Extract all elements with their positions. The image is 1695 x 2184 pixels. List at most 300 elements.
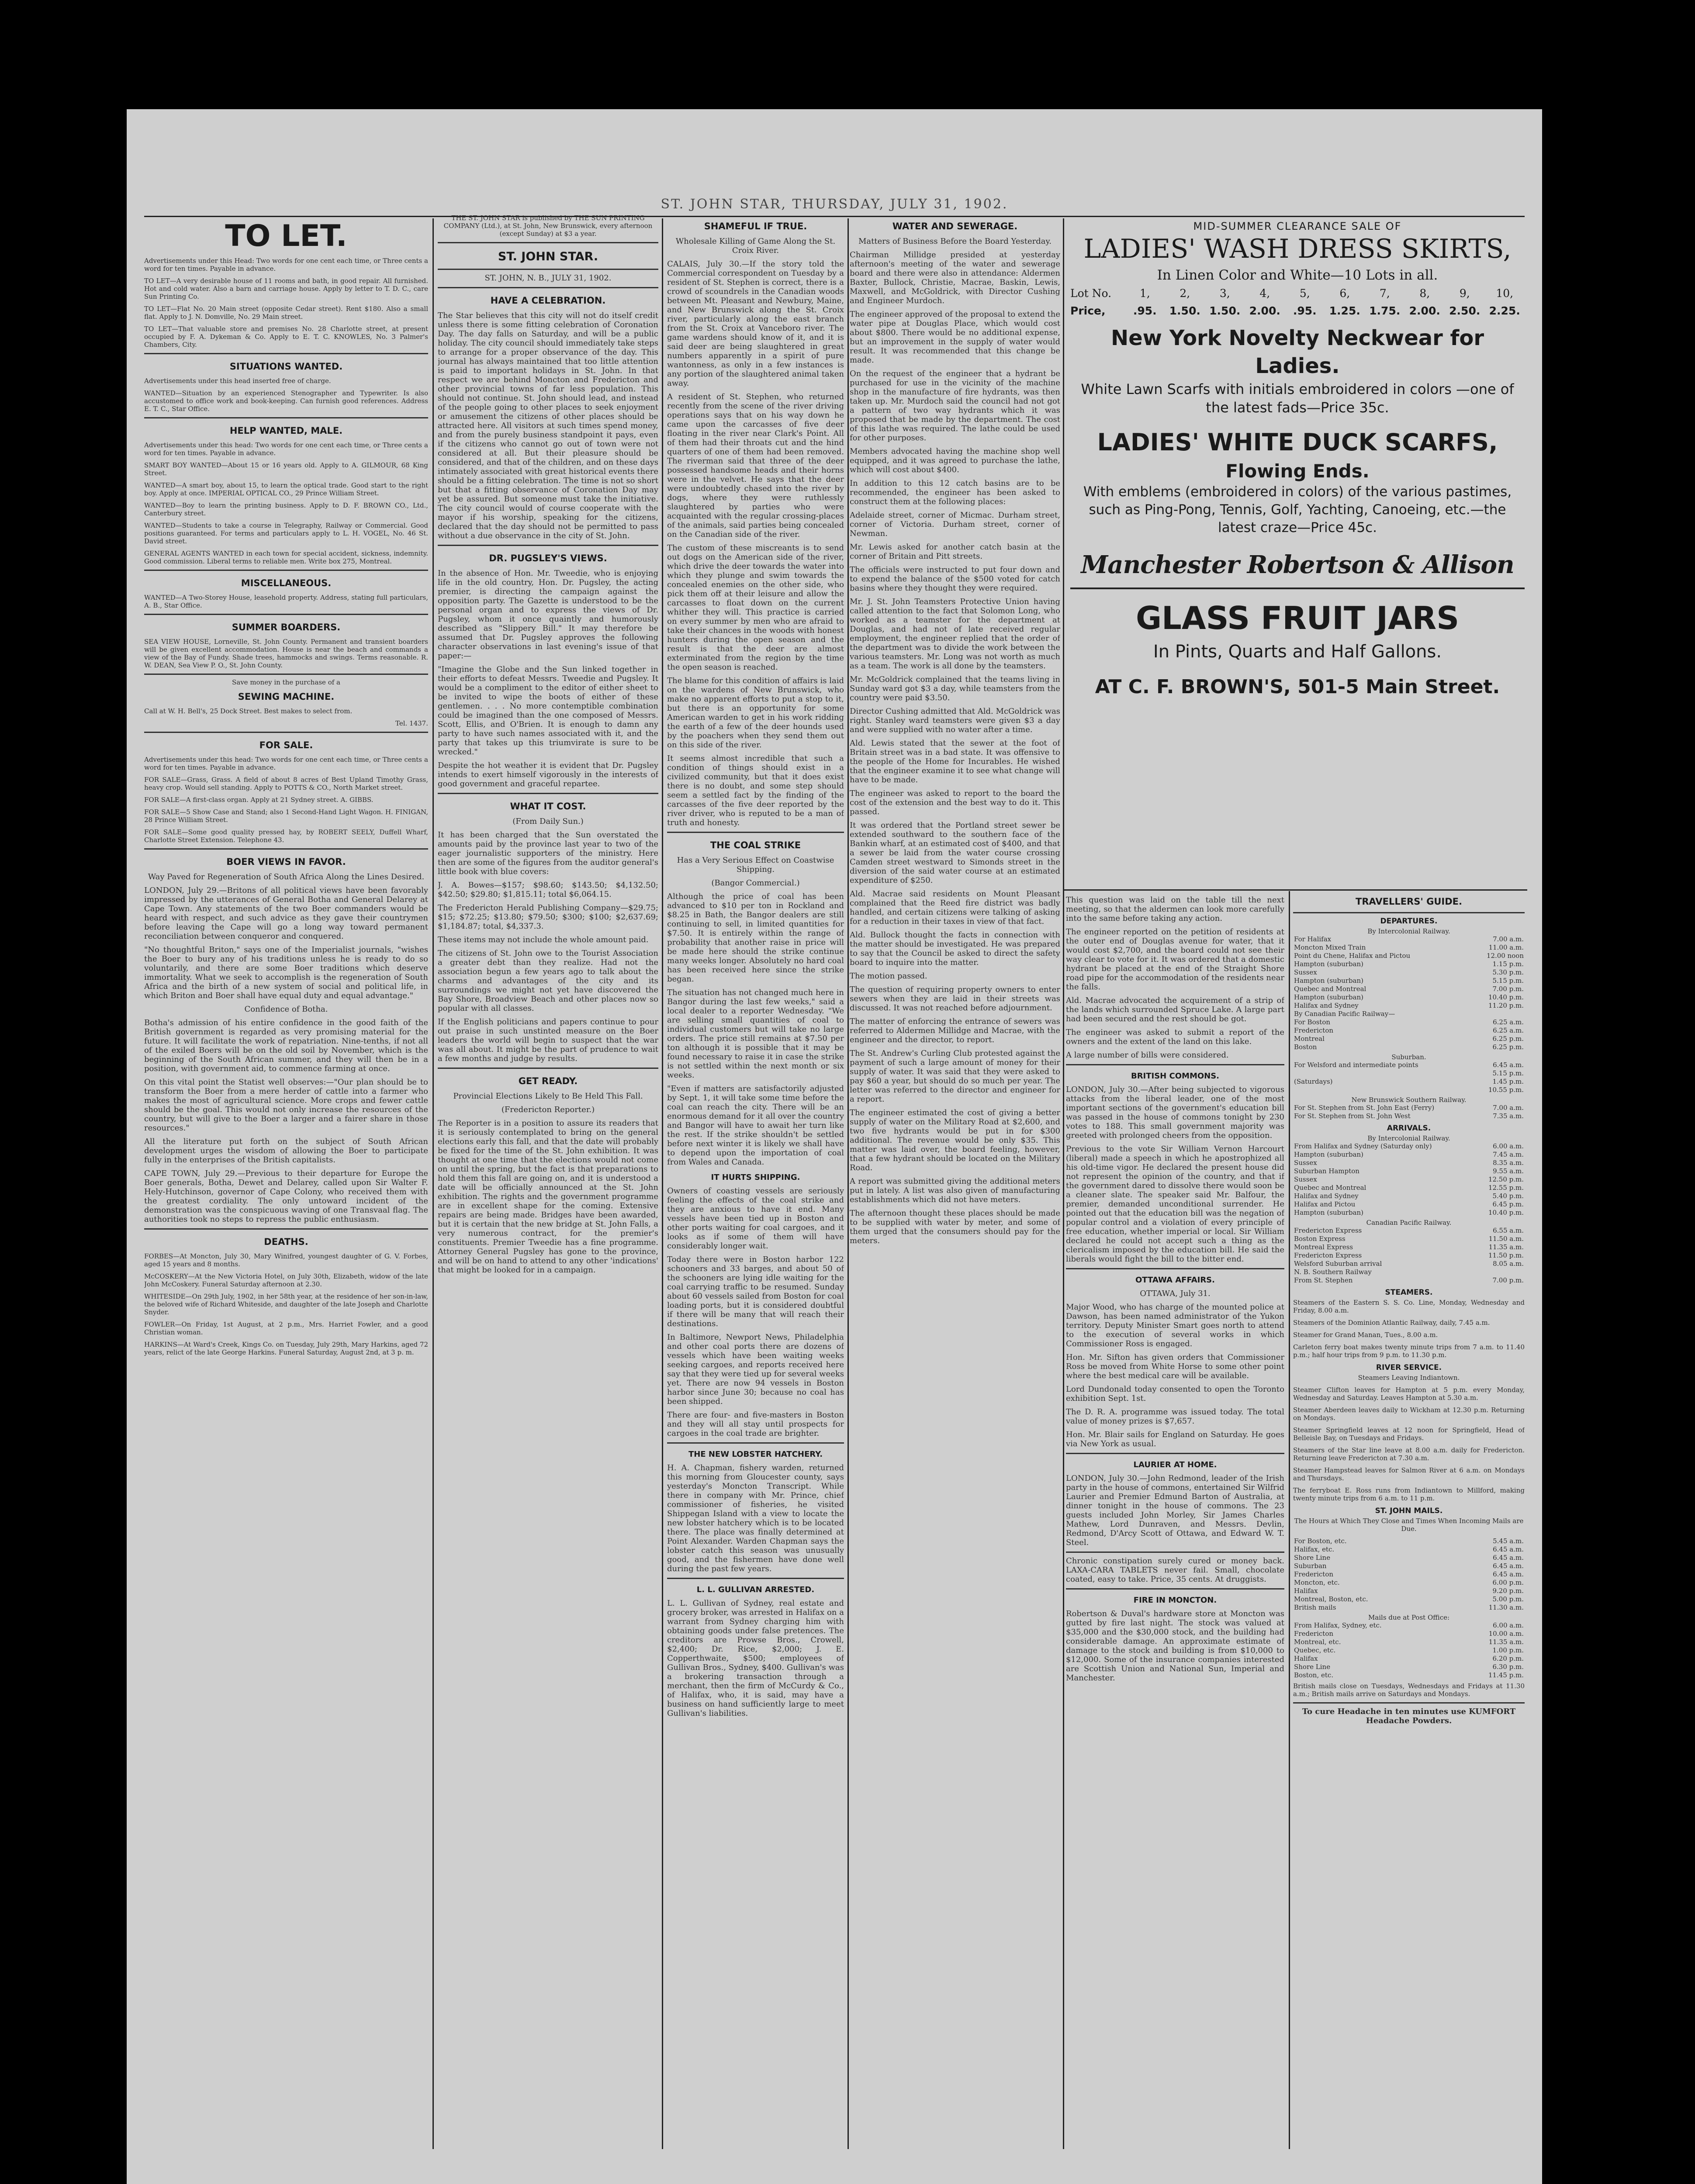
article-paragraph: A resident of St. Stephen, who returned recently from the scene of the river driving operations says that on his way down he came upon the carcasses of five deer floating in the river near Clark's Point. All of them had their throats cut and the hind quarters of one of them had been removed. The riverman said that three of the deer possessed handsome heads and their horns were in the velvet. He says that the deer were undoubtedly chased into the river by dogs, where they were ruthlessly slaughtered by parties who were acquainted with the regular crossing-places of the animals, said parties being concealed on the Canadian side of the river. [667, 392, 844, 539]
timetable-time: 10.40 p.m. [1488, 1209, 1524, 1216]
arrivals-heading: ARRIVALS. [1387, 1124, 1431, 1133]
timetable-row [1293, 1268, 1525, 1276]
timetable-row [1293, 1595, 1525, 1603]
timetable-time: 7.00 p.m. [1492, 1276, 1524, 1284]
article-paragraph: In the absence of Hon. Mr. Tweedie, who is enjoying life in the old country, Hon. Dr. Pugsley, the acting premier, is directing the campaign against the opposition party. The Gazette is understood to be the personal organ and to express the views of Dr. Pugsley, whom it once quaintly and humorously described as "Slippery Bill." It may therefore be assumed that Dr. Pugsley approves the following character observations in last evening's issue of that paper:— [438, 569, 658, 660]
price-label: Price, [1070, 304, 1106, 317]
timetable-destination: For Boston [1294, 1018, 1331, 1026]
article-paragraph: H. A. Chapman, fishery warden, returned this morning from Gloucester county, says yesterday's Moncton Transcript. While there in company with Mr. Prince, chief commissioner of fisheries, he visited Shippegan Island with a view to locate the new lobster hatchery which is to be located there. The place was finally determined at Point Alexander. Warden Chapman says the lobster catch this season was unusually good, and the fishermen have done well during the past few years. [667, 1463, 844, 1573]
article-paragraph: The Fredericton Herald Publishing Company—$29.75; $15; $72.25; $13.80; $79.50; $300; $100; $2,637.69; $1,184.87; total, $4,337.3. [438, 903, 658, 931]
incoming-heading: Mails due at Post Office: [1368, 1614, 1450, 1621]
article-paragraph: The Reporter is in a position to assure its readers that it is seriously contemplated to bring on the general elections early this fall, and that the date will probably be fixed for the time of the St. John exhibition. It was thought at one time that the elections would not come on until the spring, but the fact is that preparations to hold them this fall are going on, and it is understood a date will be officially announced at the St. John exhibition. The rights and the government programme are in excellent shape for the coming. Extensive repairs are being made. Bridges have been awarded, but it is certain that the new bridge at St. John Falls, a very numerous contract, for the premier's constituents. Premier Tweedie has a fine programme. Attorney General Pugsley has gone to the province, and will be on hand to attend to any other 'indications' that might be looked for in a campaign. [438, 1119, 658, 1275]
nb-southern-table [1293, 1104, 1525, 1120]
article-paragraph: Mr. J. St. John Teamsters Protective Union having called attention to the fact that Solomon Long, who worked as a teamster for the department at Douglas, and had not of late received regular employment, the engineer replied that the order of the department was to divide the work between the various teamsters. Mr. Long was not worth as much as a team. The work is all done by the teamsters. [850, 597, 1060, 670]
water-subtitle: Matters of Business Before the Board Yesterday. [858, 237, 1052, 246]
steamer-item: Steamer for Grand Manan, Tues., 8.00 a.m. [1293, 1331, 1438, 1339]
timetable-destination: From Halifax, Sydney, etc. [1294, 1621, 1382, 1629]
article-paragraph: The citizens of St. John owe to the Tourist Association a greater debt than they realize. Had not the association begun a few years ago to talk about the charms and advantages of the city and its surroundings we might not yet have discovered the Bay Shore, Broadview Beach and other places now so popular with all classes. [438, 949, 658, 1013]
timetable-row [1293, 1010, 1525, 1018]
timetable-row [1293, 1192, 1525, 1200]
boer-views-heading: BOER VIEWS IN FAVOR. [226, 857, 346, 867]
article-paragraph: Botha's admission of his entire confidence in the good faith of the British government is regarded as very promising material for the future. It will facilitate the work of repatriation. Nine-tenths, if not all of the exiled Boers will be on the old soil by November, which is the beginning of the South African summer, and they will then be in a position, with government aid, to commence farming at once. [144, 1018, 428, 1073]
lawn-scarfs: White Lawn Scarfs with initials embroidered in colors —one of the latest fads—Price 35c. [1081, 381, 1514, 416]
timetable-destination: Halifax and Sydney [1294, 1002, 1359, 1009]
article-paragraph: "Imagine the Globe and the Sun linked together in their efforts to defeat Messrs. Tweedie and Pugsley. It would be a compliment to the editor of either sheet to be invited to wipe the boots of either of these gentlemen. . . . No more contemptible combination could be imagined than the one composed of Messrs. Scott, Ellis, and O'Brien. It is enough to damn any party to have such names associated with it, and the party that takes up this triumvirate is sure to be wrecked." [438, 665, 658, 757]
timetable-row [1293, 1018, 1525, 1026]
timetable-row [1293, 1209, 1525, 1217]
miscellaneous-heading: MISCELLANEOUS. [241, 578, 332, 588]
lobster-heading: THE NEW LOBSTER HATCHERY. [688, 1450, 823, 1459]
lot-price: 2.00. [1409, 304, 1440, 317]
ready-heading: GET READY. [518, 1076, 578, 1086]
article-paragraph: It was ordered that the Portland street sewer be extended southward to the southern face of the Bankin wharf, at an estimated cost of $400, and that a sewer be laid from the water course crossing Camden street westward to Simonds street in the diversion of the said water course at an estimated expenditure of $250. [850, 821, 1060, 885]
coal-strike-heading: THE COAL STRIKE [710, 840, 801, 850]
timetable-row [1293, 1260, 1525, 1268]
water-heading: WATER AND SEWERAGE. [892, 221, 1018, 232]
lot-price: 1.50. [1209, 304, 1241, 317]
article-paragraph: The matter of enforcing the entrance of sewers was referred to Aldermen Millidge and Macrae, with the engineer and the director, to report. [850, 1017, 1060, 1044]
timetable-time: 6.45 a.m. [1493, 1570, 1524, 1578]
classified-ad: WANTED—Students to take a course in Telegraphy, Railway or Commercial. Good positions guaranteed. For terms and particulars apply to L. H. VOGEL, No. 46 St. David street. [144, 522, 428, 545]
timetable-destination: For Boston, etc. [1294, 1537, 1347, 1545]
timetable-row [1293, 1200, 1525, 1209]
timetable-time: 6.45 a.m. [1493, 1562, 1524, 1570]
timetable-destination: Hampton (suburban) [1294, 993, 1364, 1001]
deaths-heading: DEATHS. [264, 1237, 308, 1247]
timetable-destination [1293, 1069, 1472, 1078]
timetable-destination: Boston, etc. [1294, 1671, 1334, 1679]
timetable-destination: For Halifax [1294, 935, 1332, 943]
timetable-time: 1.00 p.m. [1492, 1646, 1524, 1654]
masthead-text: ST. JOHN STAR, THURSDAY, JULY 31, 1902. [661, 197, 1008, 212]
timetable-time: 6.25 p.m. [1492, 1035, 1524, 1043]
timetable-destination: Halifax, etc. [1294, 1545, 1335, 1553]
article-paragraph: Today there were in Boston harbor 122 schooners and 33 barges, and about 50 of the schooners are lying idle waiting for the coal carrying traffic to be resumed. Sunday about 60 vessels sailed from Boston for coal loading ports, but it is considered doubtful if there will be many that will reach their destinations. [667, 1255, 844, 1328]
article-paragraph: "No thoughtful Briton," says one of the Imperialist journals, "wishes the Boer to bury any of his traditions unless he is ready to do so voluntarily, and there are some Boer traditions which deserve immortality. What we seek to accomplish is the regeneration of South Africa and the birth of a new system of social and political life, in which Briton and Boer shall have equal duty and equal advantage." [144, 945, 428, 1000]
news-column-right [1066, 895, 1284, 2149]
classified-ad: FOR SALE—5 Show Case and Stand; also 1 Second-Hand Light Wagon. H. FINIGAN, 28 Prince William Street. [144, 808, 428, 824]
lot-number: 6, [1339, 287, 1350, 300]
article-paragraph: CALAIS, July 30.—If the story told the Commercial correspondent on Tuesday by a resident of St. Stephen is correct, there is a crowd of scoundrels in the Canadian woods between Mt. Pleasant and Newbury, Maine, and New Brunswick along the St. Croix river, particularly along the east branch from the St. Croix at Vanceboro river. The game wardens should know of it, and it is said deer are being slaughtered in great numbers apparently in a spirit of pure wantonness, as only in a few instances is any portion of the slaughtered animal taken away. [667, 259, 844, 388]
timetable-destination [1293, 1086, 1472, 1094]
classified-ad: WANTED—Situation by an experienced Stenographer and Typewriter. Is also accustomed to office work and book-keeping. Can furnish good references. Address E. T. C., Star Office. [144, 389, 428, 413]
gullivan-heading: L. L. GULLIVAN ARRESTED. [696, 1585, 815, 1594]
timetable-destination: Quebec and Montreal [1294, 1184, 1366, 1192]
death-notice: WHITESIDE—On 29th July, 1902, in her 58th year, at the residence of her son-in-law, the beloved wife of Richard Whiteside, and daughter of the late Joseph and Charlotte Snyder. [144, 1292, 428, 1316]
timetable-time: 5.15 p.m. [1492, 977, 1524, 985]
news-column [667, 214, 844, 2167]
classified-ad: WANTED—A Two-Storey House, leasehold property. Address, stating full particulars, A. B., Star Office. [144, 594, 428, 609]
cpr-table [1293, 1227, 1525, 1268]
timetable-destination: Fredericton [1294, 1630, 1334, 1638]
article-paragraph: The custom of these miscreants is to send out dogs on the American side of the river, which drive the deer towards the water into which they plunge and swim towards the concealed enemies on the other side, who pick them off at their leisure and allow the carcasses to float down on the current whither they will. This practice is carried on every summer by men who are afraid to take their chances in the woods with honest hunters during the open season and the result is that the deer are almost exterminated from the region by the time the open season is reached. [667, 543, 844, 672]
timetable-time: 6.25 a.m. [1493, 1026, 1524, 1034]
timetable-time: 6.00 p.m. [1492, 1579, 1524, 1586]
timetable-row [1293, 1175, 1525, 1184]
timetable-time: 6.00 a.m. [1493, 1621, 1524, 1629]
sewing-machine-heading: SEWING MACHINE. [238, 691, 335, 702]
lot-number: 9, [1459, 287, 1470, 300]
neckwear-heading: New York Novelty Neckwear for Ladies. [1110, 326, 1484, 378]
lot-number: 3, [1219, 287, 1230, 300]
imprint: THE ST. JOHN STAR is published by THE SUN PRINTING COMPANY (Ltd.), at St. John, New Brunswick, every afternoon (except Sunday) at $3 a year. [443, 214, 653, 238]
article-paragraph: The St. Andrew's Curling Club protested against the payment of such a large amount of money for their supply of water. It was said that they were asked to pay $60 a year, but should do so much per year. The letter was referred to the director and engineer for a report. [850, 1049, 1060, 1104]
water-column [850, 214, 1060, 2167]
timetable-destination: Sussex [1294, 1175, 1317, 1183]
timetable-time [1467, 1010, 1525, 1018]
death-notice: FORBES—At Moncton, July 30, Mary Winifred, youngest daughter of G. V. Forbes, aged 15 years and 8 months. [144, 1252, 428, 1268]
timetable-destination: By Canadian Pacific Railway— [1294, 1010, 1395, 1018]
lot-number: 2, [1180, 287, 1190, 300]
timetable-time: 10.40 p.m. [1488, 993, 1524, 1001]
cost-source: (From Daily Sun.) [512, 817, 584, 826]
article-paragraph: Lord Dundonald today consented to open the Toronto exhibition Sept. 1st. [1066, 1385, 1284, 1403]
article-paragraph: The engineer estimated the cost of giving a better supply of water on the Military Road at $2,600, and two five hydrants would be put in for $300 additional. The revenue would be only $35. This matter was laid over, the board feeling, however, that a few hydrant should be located on the Military Road. [850, 1108, 1060, 1172]
ladies-wash-dress-skirts: LADIES' WASH DRESS SKIRTS, [1083, 234, 1512, 264]
article-paragraph: The engineer approved of the proposal to extend the water pipe at Douglas Place, which would cost about $800. There would be no additional expense, but an improvement in the supply of water would result. It was recommended that this change be made. [850, 310, 1060, 365]
timetable-row [1293, 1142, 1525, 1151]
linen-line: In Linen Color and White—10 Lots in all. [1157, 267, 1438, 283]
timetable-row [1293, 993, 1525, 1002]
departures-heading: DEPARTURES. [1380, 917, 1438, 926]
article-paragraph: The blame for this condition of affairs is laid on the wardens of New Brunswick, who make no apparent efforts to put a stop to it, but there is an opportunity for some American warden to get in his work ridding the earth of a few of the deer hounds used by the poachers when they send them out on this side of the river. [667, 676, 844, 750]
timetable-time: 12.00 noon [1486, 952, 1524, 960]
timetable-row [1293, 1671, 1525, 1679]
laxa-cara-ad: Chronic constipation surely cured or money back. LAXA-CARA TABLETS never fail. Small, chocolate coated, easy to take. Price, 35 cents. At druggists. [1066, 1556, 1284, 1584]
timetable-time: 5.45 a.m. [1493, 1537, 1524, 1545]
timetable-destination: Boston Express [1294, 1235, 1346, 1243]
timetable-row [1293, 1251, 1525, 1260]
ready-source: (Fredericton Reporter.) [501, 1105, 595, 1114]
river-item: Steamers of the Star line leave at 8.00 a.m. daily for Fredericton. Returning leave Fredericton at 7.30 a.m. [1293, 1446, 1525, 1462]
river-item: Steamer Aberdeen leaves daily to Wickham at 12.30 p.m. Returning on Mondays. [1293, 1406, 1525, 1422]
timetable-row [1293, 1537, 1525, 1545]
timetable-row [1293, 1243, 1525, 1251]
nb-southern-arrivals-table [1293, 1268, 1525, 1285]
timetable-row [1293, 1026, 1525, 1035]
departures-table [1293, 935, 1525, 1051]
departures-sub: By Intercolonial Railway. [1367, 927, 1450, 935]
column-rule [848, 218, 849, 2149]
paper-name: ST. JOHN STAR. [498, 250, 598, 263]
timetable-destination: N. B. Southern Railway [1294, 1268, 1372, 1276]
column-rule [432, 218, 434, 2149]
steamer-item: Carleton ferry boat makes twenty minute trips from 7 a.m. to 11.40 p.m.; half hour trips from 9 p.m. to 11.30 p.m. [1293, 1343, 1525, 1359]
death-notice: McCOSKERY—At the New Victoria Hotel, on July 30th, Elizabeth, widow of the late John McCoskery. Funeral Saturday afternoon at 2.30. [144, 1272, 428, 1288]
nb-southern-heading: New Brunswick Southern Railway. [1351, 1096, 1467, 1104]
for-sale-terms: Advertisements under this head: Two words for one cent each time, or Three cents a word for ten times. Payable in advance. [144, 756, 428, 771]
emblems-text: With emblems (embroidered in colors) of the various pastimes, such as Ping-Pong, Tennis, Golf, Yachting, Canoeing, etc.—the latest craze—Price 45c. [1083, 484, 1512, 536]
shameful-heading: SHAMEFUL IF TRUE. [704, 221, 807, 232]
article-paragraph: The engineer reported on the petition of residents at the outer end of Douglas avenue for water, that it would cost $2,700, and the board could not see their way clear to vote for it. It was ordered that a domestic hydrant be placed at the end of the Straight Shore road pipe for the accommodation of the residents near the falls. [1066, 927, 1284, 992]
article-paragraph: Chairman Millidge presided at yesterday afternoon's meeting of the water and sewerage board and there were also in attendance: Aldermen Baxter, Bullock, Christie, Macrae, Baskin, Lewis, Maxwell, and McGoldrick, with Director Cushing and Engineer Murdoch. [850, 250, 1060, 305]
article-paragraph: Director Cushing admitted that Ald. McGoldrick was right. Stanley ward teamsters were given $3 a day and were supplied with no water after a time. [850, 707, 1060, 734]
timetable-destination: Montreal Express [1294, 1243, 1353, 1251]
timetable-destination: Moncton, etc. [1294, 1579, 1340, 1586]
timetable-destination: Sussex [1294, 968, 1317, 976]
lot-number: 7, [1379, 287, 1390, 300]
article-paragraph: LONDON, July 30.—John Redmond, leader of the Irish party in the house of commons, entertained Sir Wilfrid Laurier and Premier Edmund Barton of Australia, at dinner tonight in the house of commons. The 23 guests included John Morley, Sir James Charles Mathew, Lord Dunraven, and Messrs. Devlin, Redmond, D'Arcy Scott of Ottawa, and Edward W. T. Steel. [1066, 1474, 1284, 1547]
timetable-destination: For St. Stephen from St. John West [1294, 1112, 1411, 1120]
timetable-destination: Welsford Suburban arrival [1294, 1260, 1382, 1268]
ready-subtitle: Provincial Elections Likely to Be Held This Fall. [453, 1092, 643, 1101]
boer-views-subtitle: Way Paved for Regeneration of South Africa Along the Lines Desired. [148, 872, 425, 881]
timetable-row [1293, 1630, 1525, 1638]
article-paragraph: The D. R. A. programme was issued today. The total value of money prizes is $7,657. [1066, 1407, 1284, 1426]
timetable-time: 9.20 p.m. [1492, 1587, 1524, 1595]
timetable-destination: Moncton Mixed Train [1294, 943, 1366, 951]
article-paragraph: Ald. Macrae said residents on Mount Pleasant complained that the Reed fire district was badly handled, and certain citizens were talking of asking for a reduction in their taxes in view of that fact. [850, 889, 1060, 926]
article-paragraph: In addition to this 12 catch basins are to be recommended, the engineer has been asked to construct them at the following places: [850, 479, 1060, 506]
timetable-row [1293, 977, 1525, 985]
classified-ad: SMART BOY WANTED—About 15 or 16 years old. Apply to A. GILMOUR, 68 King Street. [144, 461, 428, 477]
article-subhead: Confidence of Botha. [244, 1005, 328, 1014]
timetable-destination: British mails [1294, 1603, 1336, 1611]
timetable-time: 6.25 a.m. [1493, 1018, 1524, 1026]
timetable-time: 12.50 p.m. [1488, 1175, 1524, 1183]
price-row [1066, 302, 1529, 320]
timetable-time [1456, 1268, 1525, 1276]
steamer-item: Steamers of the Eastern S. S. Co. Line, Monday, Wednesday and Friday, 8.00 a.m. [1293, 1299, 1525, 1314]
timetable-destination: Sussex [1294, 1159, 1317, 1167]
timetable-destination: Shore Line [1294, 1663, 1331, 1671]
article-paragraph: L. L. Gullivan of Sydney, real estate and grocery broker, was arrested in Halifax on a warrant from Sydney charging him with obtaining goods under false pretences. The creditors are Prowse Bros., Crowell, $2,400; Dr. Rice, $2,000; J. E. Copperthwaite, $500; employees of Gullivan Bros., Sydney, $400. Gullivan's was a brokering transaction through a merchant, then the firm of McCurdy & Co., of Halifax, who, it is said, may have a business on hand sufficiently large to meet Gullivan's liabilities. [667, 1599, 844, 1718]
timetable-destination: Halifax and Pictou [1294, 1200, 1356, 1208]
shipping-heading: IT HURTS SHIPPING. [711, 1173, 800, 1182]
article-paragraph: On this vital point the Statist well observes:—"Our plan should be to transform the Boer from a mere herder of cattle into a farmer who makes the most of agricultural science. More crops and fewer cattle should be the goal. This would not only increase the resources of the country, but will give to the Boer a larger and a fairer share in those resources." [144, 1078, 428, 1133]
timetable-time: 11.50 p.m. [1488, 1251, 1524, 1259]
article-paragraph: Despite the hot weather it is evident that Dr. Pugsley intends to exert himself vigorously in the interests of good government and graceful repartee. [438, 761, 658, 788]
timetable-row [1293, 960, 1525, 968]
timetable-destination: From St. Stephen [1294, 1276, 1353, 1284]
timetable-time: 6.00 a.m. [1493, 1142, 1524, 1150]
timetable-destination: Quebec and Montreal [1294, 985, 1366, 993]
article-paragraph: A large number of bills were considered. [1066, 1051, 1229, 1060]
timetable-row [1293, 1554, 1525, 1562]
lot-number: 8, [1419, 287, 1430, 300]
timetable-destination: Fredericton Express [1294, 1251, 1362, 1259]
timetable-row [1293, 1545, 1525, 1554]
article-paragraph: The situation has not changed much here in Bangor during the last few weeks," said a local dealer to a reporter Wednesday. "We are selling small quantities of coal to individual customers but will take no large orders. The price still remains at $7.50 per ton although it is possible that it may be found necessary to raise it in case the strike is not settled within the next month or six weeks. [667, 988, 844, 1080]
timetable-destination: Halifax [1294, 1587, 1318, 1595]
timetable-row [1293, 1570, 1525, 1579]
timetable-destination: For Welsford and intermediate points [1294, 1061, 1418, 1069]
timetable-row [1293, 1184, 1525, 1192]
timetable-row [1293, 1646, 1525, 1655]
article-paragraph: LONDON, July 30.—After being subjected to vigorous attacks from the liberal leader, one of the most important sections of the government's education bill was passed in the house of commons tonight by 230 votes to 188. This small government majority was greeted with prolonged cheers from the opposition. [1066, 1085, 1284, 1140]
help-wanted-heading: HELP WANTED, MALE. [229, 425, 343, 436]
timetable-row [1293, 1235, 1525, 1243]
pugsley-heading: DR. PUGSLEY'S VIEWS. [489, 553, 607, 563]
editorial-column [438, 214, 658, 2167]
timetable-destination: Quebec, etc. [1294, 1646, 1336, 1654]
suburban-table [1293, 1061, 1525, 1094]
ottawa-dateline: OTTAWA, July 31. [1140, 1289, 1211, 1298]
timetable-time: 5.30 p.m. [1492, 968, 1524, 976]
death-notice: FOWLER—On Friday, 1st August, at 2 p.m., Mrs. Harriet Fowler, and a good Christian woman. [144, 1320, 428, 1336]
for-sale-heading: FOR SALE. [259, 740, 313, 750]
timetable-time: 1.45 p.m. [1492, 1078, 1524, 1085]
classified-ad: FOR SALE—A first-class organ. Apply at 21 Sydney street. A. GIBBS. [144, 796, 374, 804]
coal-source: (Bangor Commercial.) [711, 878, 800, 888]
article-paragraph: Owners of coasting vessels are seriously feeling the effects of the coal strike and they are anxious to have it end. Many vessels have been tied up in Boston and other ports waiting for coal cargoes, and it looks as if some of them will have considerably longer wait. [667, 1186, 844, 1251]
masthead [127, 197, 1542, 214]
ottawa-heading: OTTAWA AFFAIRS. [1135, 1275, 1215, 1285]
classified-ad: WANTED—A smart boy, about 15, to learn the optical trade. Good start to the right boy. Apply at once. IMPERIAL OPTICAL CO., 29 Prince William Street. [144, 481, 428, 497]
article-paragraph: The officials were instructed to put four down and to expend the balance of the $500 voted for catch basins where they thought they were required. [850, 565, 1060, 593]
timetable-destination: Fredericton Express [1294, 1227, 1362, 1234]
arrivals-sub: By Intercolonial Railway. [1367, 1134, 1450, 1142]
arrivals-table [1293, 1142, 1525, 1217]
timetable-row [1293, 952, 1525, 960]
flowing-ends: Flowing Ends. [1225, 460, 1370, 482]
steamers-heading: STEAMERS. [1385, 1288, 1433, 1297]
timetable-time: 6.45 a.m. [1493, 1061, 1524, 1069]
classified-ad: SEA VIEW HOUSE, Lorneville, St. John County. Permanent and transient boarders will be given excellent accommodation. House is near the beach and commands a view of the Bay of Fundy. Shade trees, hammocks and swings. Terms reasonable. R. W. DEAN, Sea View P. O., St. John County. [144, 638, 428, 669]
celebration-heading: HAVE A CELEBRATION. [490, 295, 606, 306]
timetable-row [1293, 1663, 1525, 1671]
mails-table [1293, 1537, 1525, 1612]
article-paragraph: The question of requiring property owners to enter sewers when they are laid in their streets was discussed. It was not reached before adjournment. [850, 985, 1060, 1013]
sewing-tel: Tel. 1437. [395, 719, 428, 727]
timetable-row [1293, 1167, 1525, 1175]
article-paragraph: Ald. Bullock thought the facts in connection with the matter should be investigated. He was prepared to say that the Council be asked to direct the safety board to inquire into the matter. [850, 930, 1060, 967]
timetable-destination: Halifax [1294, 1655, 1318, 1662]
timetable-row [1293, 935, 1525, 943]
lot-price: 1.25. [1329, 304, 1360, 317]
article-paragraph: CAPE TOWN, July 29.—Previous to their departure for Europe the Boer generals, Botha, Dewet and Delarey, called upon Sir Walter F. Hely-Hutchinson, governor of Cape Colony, who received them with the greatest cordiality. The only untoward incident of the demonstration was the conspicuous waving of one Transvaal flag. The authorities took no steps to repress the public enthusiasm. [144, 1169, 428, 1224]
timetable-destination: Fredericton [1294, 1570, 1334, 1578]
timetable-time: 7.45 a.m. [1493, 1151, 1524, 1158]
suburban-heading: Suburban. [1391, 1053, 1426, 1061]
classified-ad: FOR SALE—Some good quality pressed hay, by ROBERT SEELY, Duffell Wharf, Charlotte Street Extension. Telephone 43. [144, 828, 428, 844]
fire-heading: FIRE IN MONCTON. [1133, 1596, 1217, 1605]
lot-price: 1.50. [1169, 304, 1200, 317]
timetable-row [1293, 1112, 1525, 1120]
article-paragraph: Hon. Mr. Sifton has given orders that Commissioner Ross be moved from White Horse to some other point where the best medical care will be available. [1066, 1353, 1284, 1380]
death-notice: HARKINS—At Ward's Creek, Kings Co. on Tuesday, July 29th, Mary Harkins, aged 72 years, relict of the late George Harkins. Funeral Saturday, August 2nd, at 3 p. m. [144, 1341, 428, 1356]
glass-fruit-jars: GLASS FRUIT JARS [1135, 600, 1460, 636]
article-paragraph: The afternoon thought these places should be made to be supplied with water by meter, and some of them urged that the consumers should pay for the meters. [850, 1209, 1060, 1245]
sewing-pre: Save money in the purchase of a [232, 678, 340, 686]
timetable-destination: Montreal [1294, 1035, 1325, 1043]
timetable-row [1293, 1603, 1525, 1612]
timetable-destination: Halifax and Sydney [1294, 1192, 1359, 1200]
classified-ad: TO LET—Flat No. 20 Main street (opposite Cedar street). Rent $180. Also a small flat. Apply to J. N. Domville, No. 29 Main street. [144, 305, 428, 321]
article-paragraph: This question was laid on the table till the next meeting, so that the aldermen can look more carefully into the same before taking any action. [1066, 895, 1284, 923]
article-paragraph: A report was submitted giving the additional meters put in lately. A list was also given of manufacturing establishments which did not have meters. [850, 1177, 1060, 1204]
coal-subtitle: Has a Very Serious Effect on Coastwise Shipping. [677, 856, 834, 874]
timetable-time: 6.45 p.m. [1492, 1200, 1524, 1208]
mails-heading: ST. JOHN MAILS. [1375, 1507, 1443, 1515]
classified-ad: FOR SALE—Grass, Grass. A field of about 8 acres of Best Upland Timothy Grass, heavy crop. Would sell standing. Apply to POTTS & CO., North Market street. [144, 776, 428, 791]
timetable-row [1293, 1078, 1525, 1086]
article-paragraph: LONDON, July 29.—Britons of all political views have been favorably impressed by the utterances of General Botha and General Delarey at Cape Town. Any statements of the two Boer commanders would be heard with respect, and such advice as they gave their countrymen before leaving the Cape will go a long way toward permanent reconciliation between conqueror and conquered. [144, 886, 428, 941]
timetable-destination: Suburban [1294, 1562, 1327, 1570]
advertisement-block [1066, 218, 1529, 889]
timetable-row [1293, 1043, 1525, 1051]
timetable-time: 6.45 a.m. [1493, 1545, 1524, 1553]
travellers-guide [1293, 895, 1525, 2149]
timetable-row [1293, 1086, 1525, 1094]
timetable-destination: Fredericton [1294, 1026, 1334, 1034]
steamer-item: Steamers of the Dominion Atlantic Railway, daily, 7.45 a.m. [1293, 1319, 1490, 1327]
lot-label: Lot No. [1070, 287, 1112, 300]
article-paragraph: "Even if matters are satisfactorily adjusted by Sept. 1, it will take some time before the coal can reach the city. There will be an enormous demand for it all over the country and Bangor will have to await her turn like the rest. If the strike shouldn't be settled before next winter it is likely we shall have to depend upon the importation of coal from Wales and Canada. [667, 1084, 844, 1167]
timetable-time: 12.55 p.m. [1488, 1184, 1524, 1192]
article-paragraph: The Star believes that this city will not do itself credit unless there is some fitting celebration of Coronation Day. The day falls on Saturday, and will be a public holiday. The city council should immediately take steps to arrange for a proper observance of the day. This journal has always maintained that too little attention is paid to important holidays in St. John. In that respect we are behind Moncton and Fredericton and other provincial towns of far less population. This should not continue. St. John should lead, and instead of the people going to other places to seek enjoyment or amusement the citizens of other places should be attracted here. All visitors at such times spend money, and from the purely business standpoint it pays, even if the citizens who cannot go out of town were not considered at all. But their pleasure should be considered, and that of the children, and on these days intimately associated with great historical events there should be a fitting celebration. The time is not so short but that a fitting observance of Coronation Day may yet be assured. But someone must take the initiative. The city council would of course cooperate with the mayor if his worship, speaking for the citizens, declared that the day should not be permitted to pass without a due observance in the city of St. John. [438, 311, 658, 540]
travellers-heading: TRAVELLERS' GUIDE. [1356, 896, 1462, 907]
timetable-time: 6.25 p.m. [1492, 1043, 1524, 1051]
timetable-row [1293, 1276, 1525, 1285]
british-mails: British mails close on Tuesdays, Wednesdays and Fridays at 11.30 a.m.; British mails arrive on Saturdays and Mondays. [1293, 1682, 1525, 1698]
timetable-time: 5.00 p.m. [1492, 1595, 1524, 1603]
timetable-time: 7.00 p.m. [1492, 985, 1524, 993]
timetable-time: 11.35 a.m. [1488, 1638, 1524, 1646]
article-paragraph: In Baltimore, Newport News, Philadelphia and other coal ports there are dozens of vessels which have been waiting weeks seeking cargoes, and reports received here say that they were tied up for several weeks yet. There are now 94 vessels in Boston harbor since June 30; because no coal has been shipped. [667, 1333, 844, 1406]
timetable-row [1293, 1104, 1525, 1112]
article-paragraph: Previous to the vote Sir William Vernon Harcourt (liberal) made a speech in which he apostrophized all his old-time vigor. He declared the present house did not represent the opinion of the country, and that if the government dared to dissolve there would soon be a cleaner slate. The speaker said Mr. Balfour, the premier, demanded unconditional surrender. He pointed out that the education bill was the negation of popular control and a violation of every principle of free education, whether imperial or local. Sir William declared he could not accept such a thing as the clericalism imposed by the education bill. He said the liberals would fight the bill to the bitter end. [1066, 1144, 1284, 1264]
article-paragraph: All the literature put forth on the subject of South African development urges the wisdom of allowing the Boer to participate fully in the enterprises of the British capitalists. [144, 1137, 428, 1165]
sewing-body: Call at W. H. Bell's, 25 Dock Street. Best makes to select from. [144, 707, 353, 715]
article-paragraph: Mr. McGoldrick complained that the teams living in Sunday ward got $3 a day, while teamsters from the country were paid $3.50. [850, 675, 1060, 702]
timetable-time: 9.55 a.m. [1493, 1167, 1524, 1175]
lot-price: 1.75. [1369, 304, 1401, 317]
timetable-destination: Montreal, etc. [1294, 1638, 1341, 1646]
article-paragraph: J. A. Bowes—$157; $98.60; $143.50; $4,132.50; $42.50; $29.80; $1,815.11; total $6,064.15. [438, 881, 658, 899]
timetable-row [1293, 1562, 1525, 1570]
timetable-time: 6.45 a.m. [1493, 1554, 1524, 1562]
article-paragraph: These items may not include the whole amount paid. [438, 935, 649, 944]
classified-ad: TO LET—A very desirable house of 11 rooms and bath, in good repair. All furnished. Hot and cold water. Also a barn and carriage house. Apply by letter to T. D. C., care Sun Printing Co. [144, 277, 428, 301]
duck-scarfs-heading: LADIES' WHITE DUCK SCARFS, [1097, 429, 1498, 456]
column-rule [1063, 218, 1064, 2149]
article-paragraph: Although the price of coal has been advanced to $10 per ton in Rockland and $8.25 in Bath, the Bangor dealers are still continuing to sell, in limited quantities for $7.50. It is entirely within the range of probability that another raise in price will be made here should the strike continue many weeks longer. Absolutely no hard coal has been received here since the strike began. [667, 892, 844, 984]
timetable-destination: Hampton (suburban) [1294, 1151, 1364, 1158]
river-item: The ferryboat E. Ross runs from Indiantown to Millford, making twenty minute trips from 6 a.m. to 11 p.m. [1293, 1486, 1525, 1502]
article-paragraph: Mr. Lewis asked for another catch basin at the corner of Britain and Pitt streets. [850, 543, 1060, 561]
article-paragraph: The engineer was asked to report to the board the cost of the extension and the best way to do it. This passed. [850, 789, 1060, 816]
lot-price: 2.25. [1489, 304, 1520, 317]
situations-wanted-heading: SITUATIONS WANTED. [229, 361, 343, 372]
help-wanted-terms: Advertisements under this head: Two words for one cent each time, or Three cents a word for ten times. Payable in advance. [144, 441, 428, 457]
article-paragraph: The motion passed. [850, 971, 927, 981]
timetable-time: 7.00 a.m. [1493, 935, 1524, 943]
article-paragraph: Members advocated having the machine shop well equipped, and it was agreed to purchase the lathe, which will cost about $400. [850, 447, 1060, 474]
timetable-time: 8.35 a.m. [1493, 1159, 1524, 1167]
timetable-row [1293, 1151, 1525, 1159]
timetable-row [1293, 1621, 1525, 1630]
dateline: ST. JOHN, N. B., JULY 31, 1902. [484, 273, 612, 283]
lot-price: .95. [1293, 304, 1317, 317]
lot-number: 4, [1259, 287, 1270, 300]
lot-number: 1, [1139, 287, 1150, 300]
timetable-time: 8.05 a.m. [1493, 1260, 1524, 1268]
classified-ad: GENERAL AGENTS WANTED in each town for special accident, sickness, indemnity. Good commission. Liberal terms to reliable men. Write box 275, Montreal. [144, 549, 428, 565]
shameful-subtitle: Wholesale Killing of Game Along the St. Croix River. [675, 237, 836, 255]
article-paragraph: Adelaide street, corner of Micmac. Durham street, corner of Victoria. Durham street, corner of Newman. [850, 511, 1060, 538]
timetable-time: 10.00 a.m. [1488, 1630, 1524, 1638]
timetable-time: 11.35 a.m. [1488, 1243, 1524, 1251]
newspaper-page [127, 109, 1542, 2184]
timetable-destination: For St. Stephen from St. John East (Ferry) [1294, 1104, 1435, 1112]
article-paragraph: On the request of the engineer that a hydrant be purchased for use in the vicinity of the machine shop in the manufacture of fire hydrants, was then taken up. Mr. Murdoch said the council had not got a pattern of two way hydrants which it was proposed that be made by the department. The cost of this lathe was required. The lathe could be used for other purposes. [850, 369, 1060, 442]
river-item: Steamer Hampstead leaves for Salmon River at 6 a.m. on Mondays and Thursdays. [1293, 1466, 1525, 1482]
lot-price: 2.00. [1249, 304, 1280, 317]
timetable-time: 6.30 p.m. [1492, 1663, 1524, 1671]
column-rule [1289, 891, 1290, 2149]
timetable-row [1293, 943, 1525, 952]
